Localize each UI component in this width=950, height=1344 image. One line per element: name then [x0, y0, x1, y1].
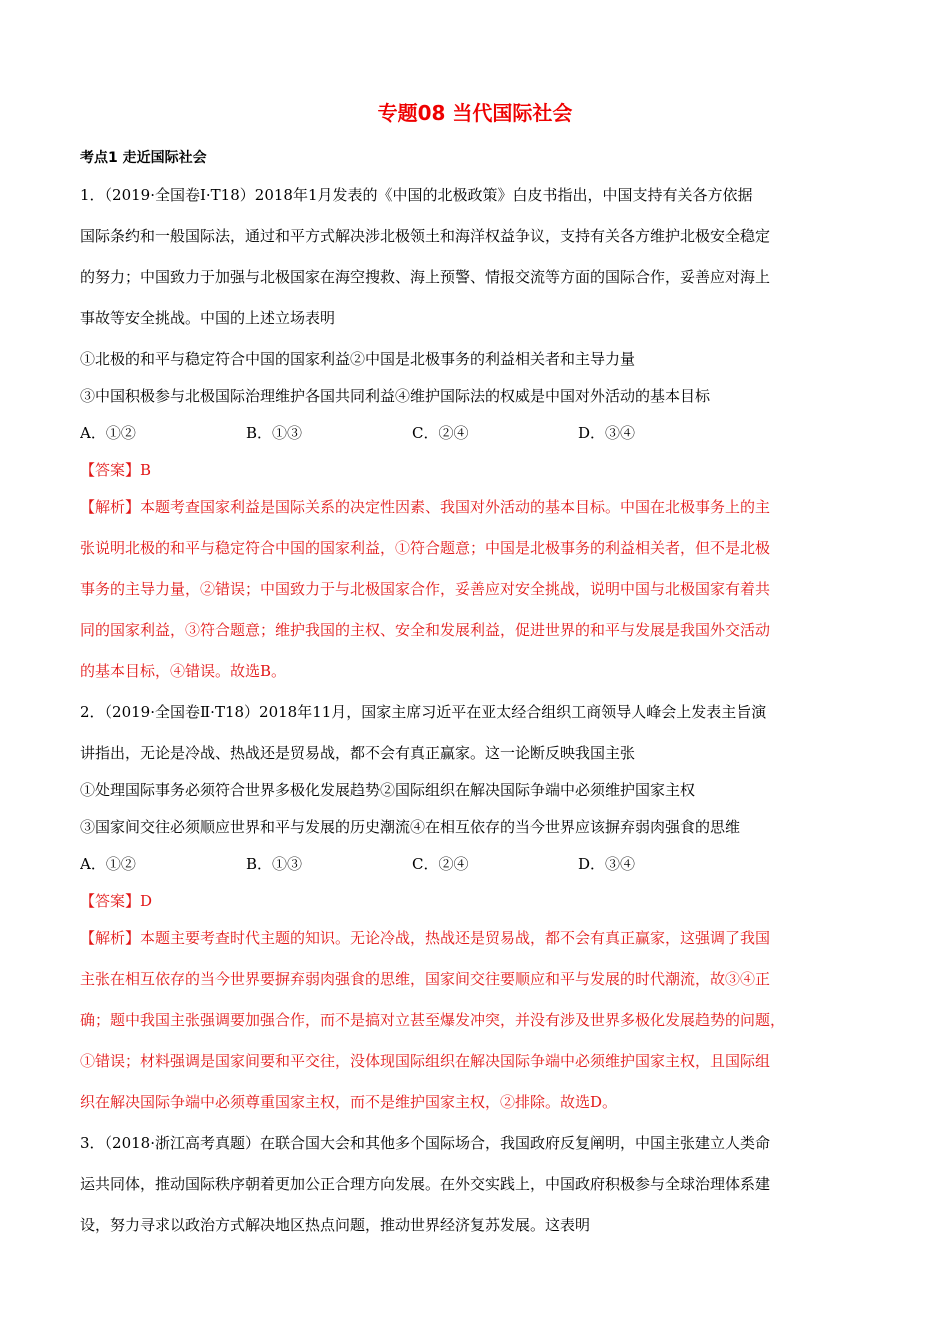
statement-line: ①处理国际事务必须符合世界多极化发展趋势②国际组织在解决国际争端中必须维护国家主权	[80, 781, 696, 799]
answer-value: B	[140, 461, 152, 479]
statement-line: ③国家间交往必须顺应世界和平与发展的历史潮流④在相互依存的当今世界应该摒弃弱肉强食的思维	[80, 818, 741, 836]
analysis-line: 张说明北极的和平与稳定符合中国的国家利益，①符合题意；中国是北极事务的利益相关者，但不是北极	[80, 539, 771, 557]
page-title: 专题08 当代国际社会	[377, 101, 573, 125]
answer-label: 【答案】	[80, 892, 141, 910]
statement-line: ①北极的和平与稳定符合中国的国家利益②中国是北极事务的利益相关者和主导力量	[80, 350, 636, 368]
analysis-line: 【解析】本题主要考查时代主题的知识。无论冷战，热战还是贸易战，都不会有真正赢家，这强调了我国	[80, 929, 771, 947]
analysis-line: 织在解决国际争端中必须尊重国家主权，而不是维护国家主权，②排除。故选D。	[80, 1093, 618, 1111]
question-text-line: 讲指出，无论是冷战、热战还是贸易战，都不会有真正赢家。这一论断反映我国主张	[80, 744, 636, 762]
question-2	[80, 702, 870, 1133]
question-text-line: 2．（2019·全国卷Ⅱ·T18）2018年11月，国家主席习近平在亚太经合组织工商领导人峰会上发表主旨演	[80, 703, 767, 721]
question-text-line: 的努力；中国致力于加强与北极国家在海空搜救、海上预警、情报交流等方面的国际合作，妥善应对海上	[80, 268, 771, 286]
answer-label: 【答案】	[80, 461, 141, 479]
question-3	[80, 1133, 870, 1256]
analysis-line: 【解析】本题考查国家利益是国际关系的决定性因素、我国对外活动的基本目标。中国在北极事务上的主	[80, 498, 771, 516]
analysis-line: 同的国家利益，③符合题意；维护我国的主权、安全和发展利益，促进世界的和平与发展是我国外交活动	[80, 621, 771, 639]
option-c: C．②④	[412, 855, 469, 873]
question-text-line: 运共同体，推动国际秩序朝着更加公正合理方向发展。在外交实践上，中国政府积极参与全球治理体系建	[80, 1175, 771, 1193]
options-row	[80, 854, 870, 891]
question-text-line: 国际条约和一般国际法，通过和平方式解决涉北极领土和海洋权益争议，支持有关各方维护北极安全稳定	[80, 227, 771, 245]
option-b: B．①③	[246, 855, 303, 873]
option-d: D．③④	[578, 424, 636, 442]
question-text-line: 事故等安全挑战。中国的上述立场表明	[80, 309, 336, 327]
question-text-line: 1．（2019·全国卷Ⅰ·T18）2018年1月发表的《中国的北极政策》白皮书指出，中国支持有关各方依据	[80, 186, 753, 204]
option-a: A．①②	[80, 424, 136, 442]
question-1	[80, 185, 870, 702]
analysis-line: 事务的主导力量，②错误；中国致力于与北极国家合作，妥善应对安全挑战，说明中国与北极国家有着共	[80, 580, 771, 598]
option-d: D．③④	[578, 855, 636, 873]
analysis-line: 确；题中我国主张强调要加强合作，而不是搞对立甚至爆发冲突，并没有涉及世界多极化发展趋势的问题，	[80, 1011, 786, 1029]
option-a: A．①②	[80, 855, 136, 873]
analysis-line: 的基本目标，④错误。故选B。	[80, 662, 287, 680]
analysis-line: ①错误；材料强调是国家间要和平交往，没体现国际组织在解决国际争端中必须维护国家主权，且国际组	[80, 1052, 771, 1070]
statement-line: ③中国积极参与北极国际治理维护各国共同利益④维护国际法的权威是中国对外活动的基本目标	[80, 387, 711, 405]
question-text-line: 设，努力寻求以政治方式解决地区热点问题，推动世界经济复苏发展。这表明	[80, 1216, 591, 1234]
answer-value: D	[140, 892, 153, 910]
answer-line	[80, 891, 870, 928]
option-b: B．①③	[246, 424, 303, 442]
question-text-line: 3．（2018·浙江高考真题）在联合国大会和其他多个国际场合，我国政府反复阐明，中国主张建立人类命	[80, 1134, 770, 1152]
option-c: C．②④	[412, 424, 469, 442]
section-heading: 考点1 走近国际社会	[80, 150, 207, 166]
options-row	[80, 423, 870, 460]
answer-line	[80, 460, 870, 497]
document-body	[80, 148, 870, 1256]
analysis-line: 主张在相互依存的当今世界要摒弃弱肉强食的思维，国家间交往要顺应和平与发展的时代潮流，故③④正	[80, 970, 771, 988]
